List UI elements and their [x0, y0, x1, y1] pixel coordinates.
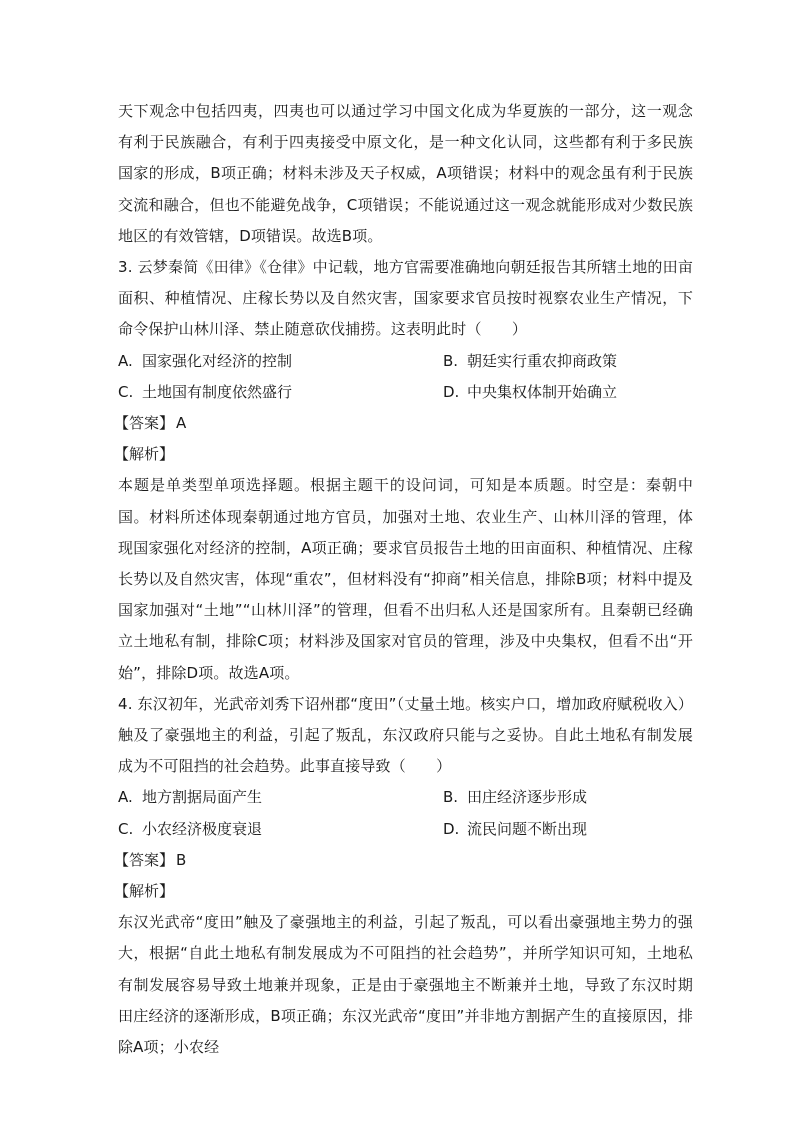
option-b[interactable] — [443, 346, 693, 377]
option-d[interactable] — [443, 814, 693, 845]
answer-label: 【答案】 — [114, 850, 175, 869]
option-c[interactable] — [118, 814, 443, 845]
option-letter: D. — [443, 382, 460, 401]
option-text: 中央集权体制开始确立 — [467, 382, 618, 401]
option-letter: B. — [443, 351, 459, 370]
option-letter: C. — [118, 819, 134, 838]
option-letter: A. — [118, 788, 133, 807]
option-letter: C. — [118, 382, 134, 401]
option-letter: D. — [443, 819, 460, 838]
option-letter: A. — [118, 351, 133, 370]
option-text: 流民问题不断出现 — [467, 819, 588, 838]
analysis-label: 【解析】 — [114, 882, 175, 901]
intro-paragraph: 天下观念中包括四夷，四夷也可以通过学习中国文化成为华夏族的一部分，这一观念有利于民族融合，有利于四夷接受中原文化，是一种文化认同，这些都有利于多民族国家的形成，B项正确；材料未涉及天子权威，A项错误；材料中的观念虽有利于民族交流和融合，但也不能避免战争，C项错误；不能说通过这一观念就能形成对少数民族地区的有效管辖，D项错误。故选B项。 — [118, 102, 693, 245]
question-4 — [114, 689, 693, 1063]
document-page — [114, 96, 693, 1063]
option-b[interactable] — [443, 782, 693, 813]
option-text: 朝廷实行重农抑商政策 — [467, 351, 618, 370]
option-a[interactable] — [118, 346, 443, 377]
option-text: 田庄经济逐步形成 — [467, 788, 588, 807]
analysis-text: 东汉光武帝“度田”触及了豪强地主的利益，引起了叛乱，可以看出豪强地主势力的强大，根据“自此土地私有制发展成为不可阻挡的社会趋势”，并所学知识可知，土地私有制发展容易导致土地兼并现象，正是由于豪强地主不断兼并土地，导致了东汉时期田庄经济的逐渐形成，B项正确；东汉光武帝“度田”并非地方割据产生的直接原因，排除A项；小农经 — [118, 913, 693, 1057]
answer-value: B — [176, 850, 187, 869]
answer-line — [114, 408, 693, 439]
question-stem: 4. 东汉初年，光武帝刘秀下诏州郡“度田”（丈量土地。核实户口，增加政府赋税收入）触及了豪强地主的利益，引起了叛乱，东汉政府只能与之妥协。自此土地私有制发展成为不可阻挡的社会趋势。此事直接导致（ ） — [118, 694, 693, 776]
option-c[interactable] — [118, 377, 443, 408]
option-text: 小农经济极度衰退 — [142, 819, 263, 838]
analysis-text: 本题是单类型单项选择题。根据主题干的设问词，可知是本质题。时空是：秦朝中国。材料所述体现秦朝通过地方官员，加强对土地、农业生产、山林川泽的管理，体现国家强化对经济的控制，A项正确；要求官员报告土地的田亩面积、种植情况、庄稼长势以及自然灾害，体现“重农”，但材料没有“抑商”相关信息，排除B项；材料中提及国家加强对“土地”“山林川泽”的管理，但看不出归私人还是国家所有。且秦朝已经确立土地私有制，排除C项；材料涉及国家对官员的管理，涉及中央集权，但看不出“开始”，排除D项。故选A项。 — [118, 476, 693, 682]
question-3 — [114, 252, 693, 689]
option-d[interactable] — [443, 377, 693, 408]
option-text: 地方割据局面产生 — [142, 788, 263, 807]
analysis-label: 【解析】 — [114, 445, 175, 464]
answer-line — [114, 845, 693, 876]
answer-value: A — [176, 414, 187, 433]
options-grid — [118, 782, 693, 844]
answer-label: 【答案】 — [114, 414, 175, 433]
options-grid — [118, 346, 693, 408]
option-letter: B. — [443, 788, 459, 807]
option-a[interactable] — [118, 782, 443, 813]
option-text: 国家强化对经济的控制 — [142, 351, 293, 370]
question-stem: 3. 云梦秦简《田律》《仓律》中记载，地方官需要准确地向朝廷报告其所辖土地的田亩面积、种植情况、庄稼长势以及自然灾害，国家要求官员按时视察农业生产情况，下命令保护山林川泽、禁止随意砍伐捕捞。这表明此时（ ） — [118, 258, 693, 339]
option-text: 土地国有制度依然盛行 — [142, 382, 293, 401]
